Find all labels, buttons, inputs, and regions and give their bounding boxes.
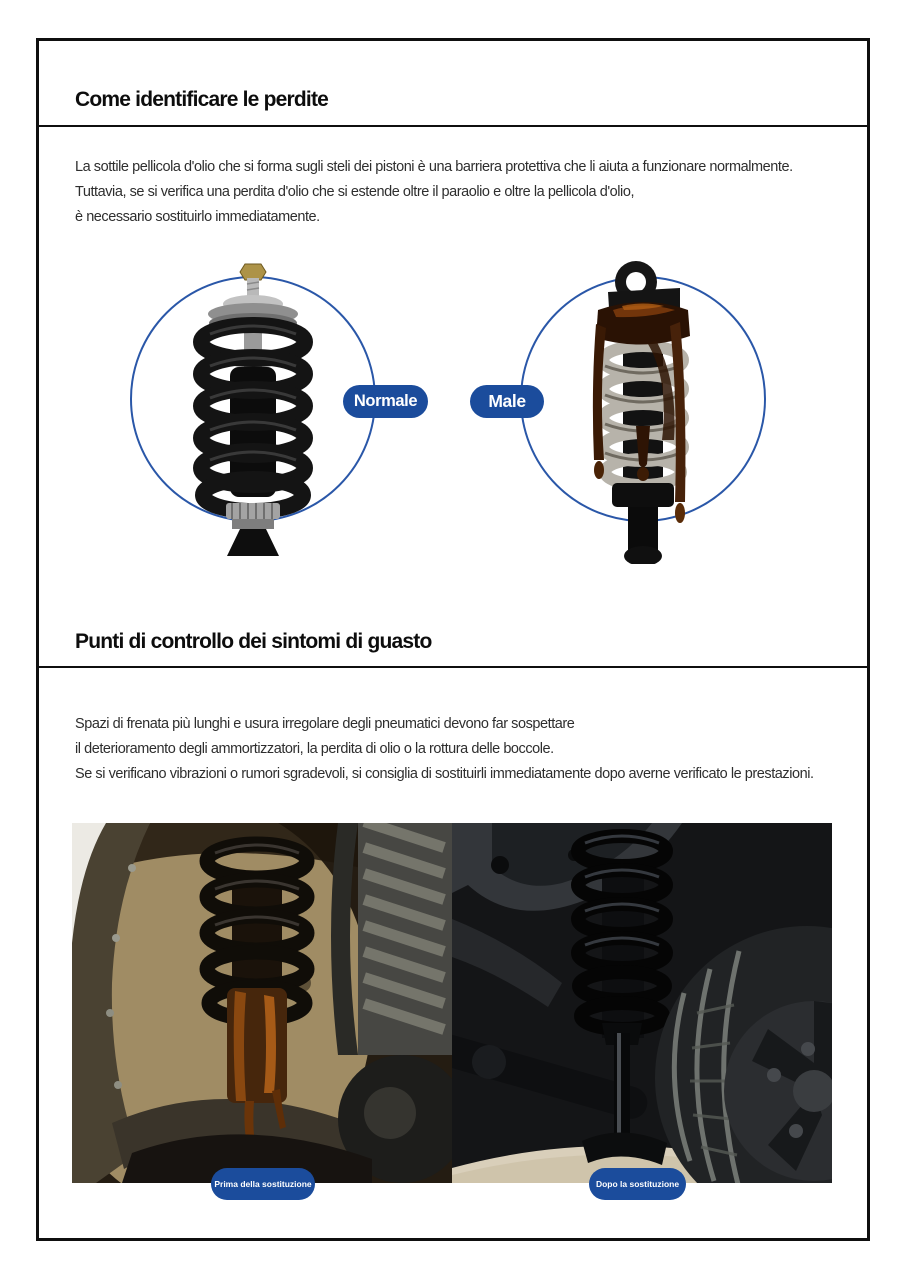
paragraph-line: Se si verificano vibrazioni o rumori sgradevoli, si consiglia di sostituirli immediatamente dopo averne verificato le prestazioni. [75, 766, 814, 782]
section-symptoms-title: Punti di controllo dei sintomi di guasto [75, 630, 432, 653]
after-photo-illustration [452, 823, 832, 1183]
before-label-badge: Prima della sostituzione [211, 1168, 315, 1200]
leaking-shock-illustration [538, 258, 748, 564]
section-symptoms-paragraph [75, 712, 814, 787]
paragraph-line: Tuttavia, se si verifica una perdita d'olio che si estende oltre il paraolio e oltre la pellicola d'olio, [75, 184, 635, 200]
normal-label-badge: Normale [343, 385, 428, 418]
after-label-badge: Dopo la sostituzione [589, 1168, 686, 1200]
before-photo-illustration [72, 823, 452, 1183]
before-photo [72, 823, 452, 1183]
section-symptoms-divider [36, 666, 870, 668]
paragraph-line: La sottile pellicola d'olio che si forma sugli steli dei pistoni è una barriera protettiva che li aiuta a funzionare normalmente. [75, 159, 793, 175]
bad-label-badge: Male [470, 385, 544, 418]
before-after-photos [72, 823, 832, 1183]
paragraph-line: il deterioramento degli ammortizzatori, la perdita di olio o la rottura delle boccole. [75, 741, 554, 757]
section-leaks-title: Come identificare le perdite [75, 88, 329, 111]
section-leaks-divider [36, 125, 870, 127]
paragraph-line: è necessario sostituirlo immediatamente. [75, 209, 320, 225]
paragraph-line: Spazi di frenata più lunghi e usura irregolare degli pneumatici devono far sospettare [75, 716, 575, 732]
section-leaks-paragraph [75, 155, 793, 230]
after-photo [452, 823, 832, 1183]
normal-shock-illustration [148, 262, 358, 558]
